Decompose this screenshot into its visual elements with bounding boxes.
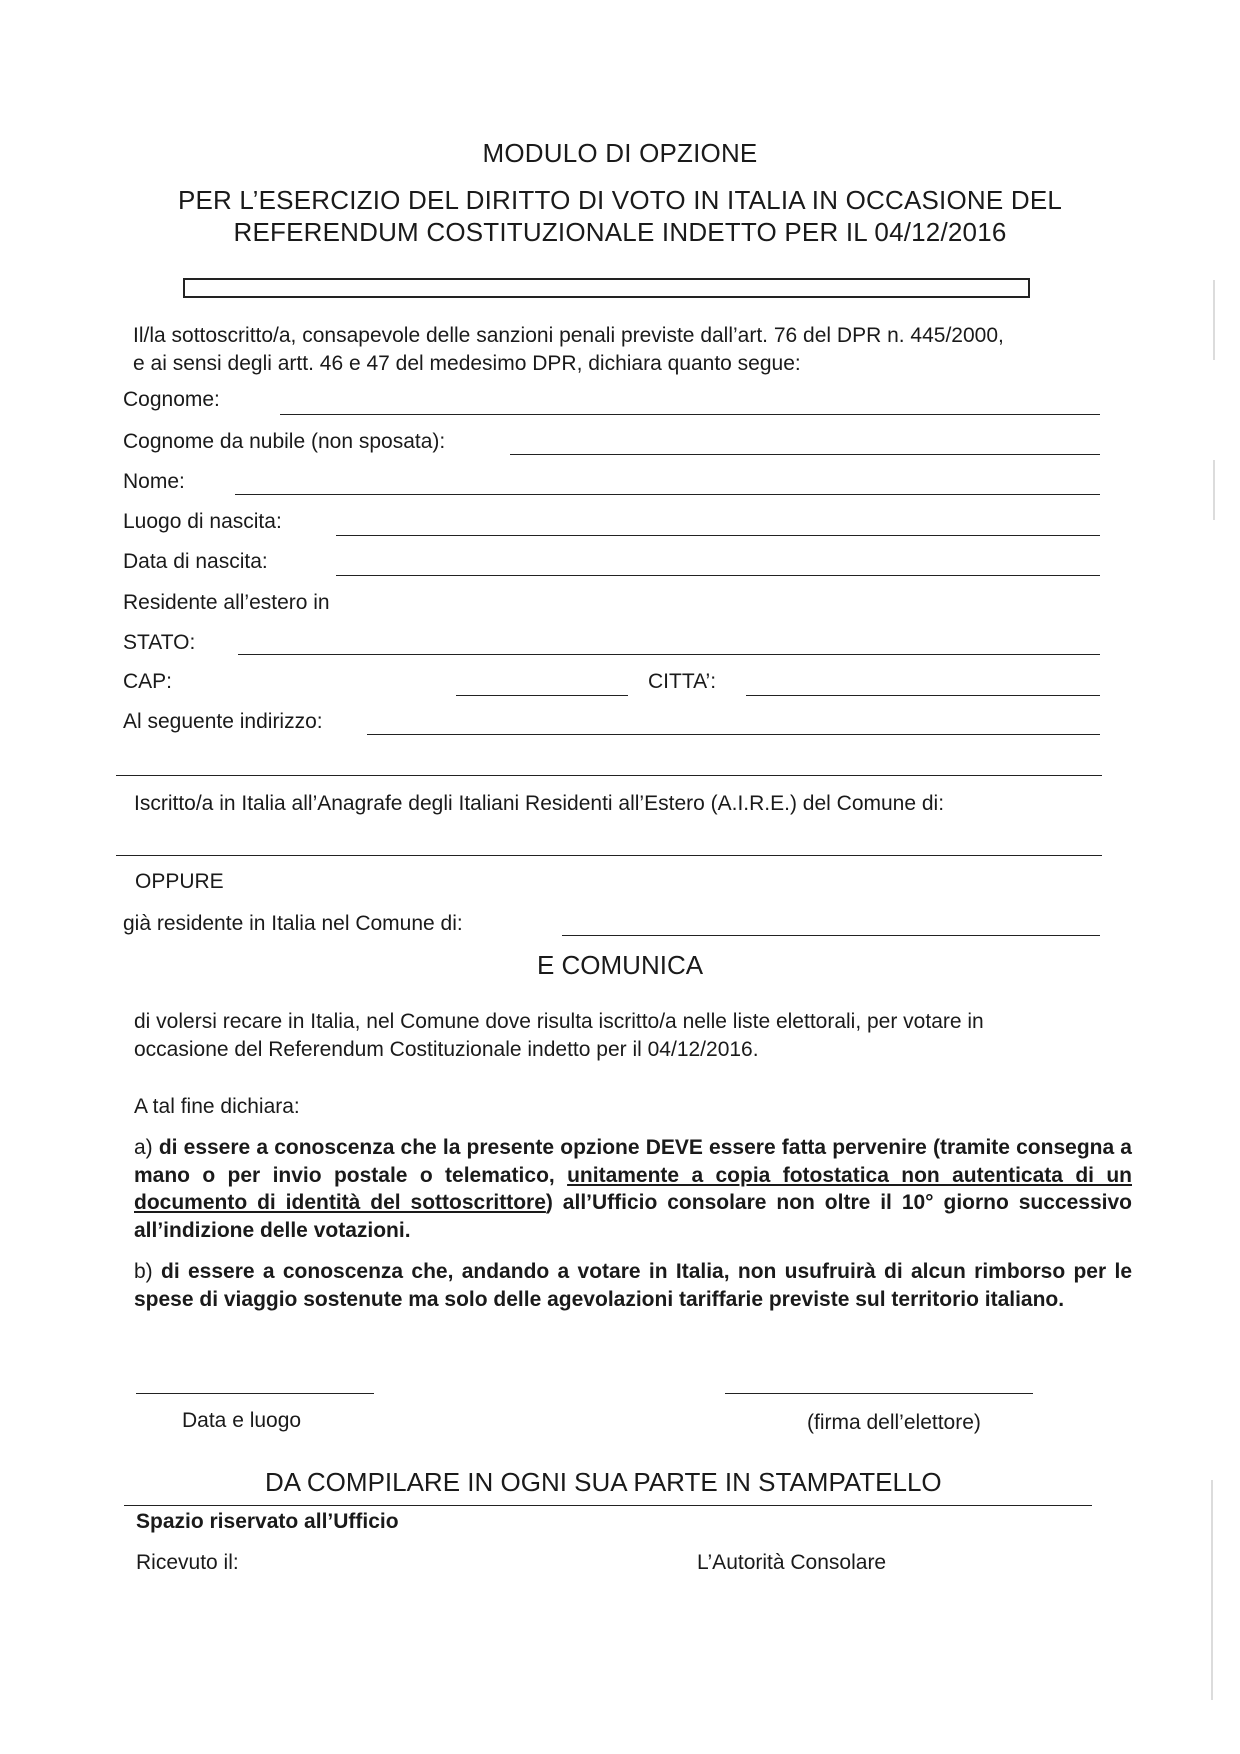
stato-label: STATO: <box>123 631 196 654</box>
consular-authority-label: L’Autorità Consolare <box>697 1551 887 1574</box>
comunica-heading: E COMUNICA <box>536 950 704 980</box>
declaration-b-prefix: b) <box>134 1260 161 1283</box>
received-label: Ricevuto il: <box>136 1551 239 1574</box>
scan-edge-line <box>1213 280 1215 360</box>
form-title: MODULO DI OPZIONE <box>482 138 758 168</box>
stampatello-notice: DA COMPILARE IN OGNI SUA PARTE IN STAMPATELLO <box>265 1467 942 1497</box>
signature-label: (firma dell’elettore) <box>807 1411 981 1434</box>
declaration-a-prefix: a) <box>134 1136 159 1159</box>
scan-edge-line <box>1213 460 1215 520</box>
data-nascita-field[interactable] <box>336 575 1100 576</box>
intro-line-2: e ai sensi degli artt. 46 e 47 del medesimo DPR, dichiara quanto segue: <box>133 352 801 375</box>
dichiara-intro: A tal fine dichiara: <box>134 1095 300 1118</box>
aire-text: Iscritto/a in Italia all’Anagrafe degli Italiani Residenti all’Estero (A.I.R.E.) del Comune di: <box>134 792 945 815</box>
cognome-nubile-label: Cognome da nubile (non sposata): <box>123 430 446 453</box>
intro-line-1: Il/la sottoscritto/a, consapevole delle sanzioni penali previste dall’art. 76 del DPR n. 445/2000, <box>133 324 1004 347</box>
nome-field[interactable] <box>235 494 1100 495</box>
date-place-label: Data e luogo <box>182 1409 302 1432</box>
citta-label: CITTA’: <box>648 670 717 693</box>
data-nascita-label: Data di nascita: <box>123 550 268 573</box>
residente-estero-label: Residente all’estero in <box>123 591 330 614</box>
form-subtitle-line-2: REFERENDUM COSTITUZIONALE INDETTO PER IL 04/12/2016 <box>233 217 1007 247</box>
comunica-line-2: occasione del Referendum Costituzionale indetto per il 04/12/2016. <box>134 1038 759 1061</box>
oppure-label: OPPURE <box>135 870 224 893</box>
citta-field[interactable] <box>746 695 1100 696</box>
signature-field[interactable] <box>725 1393 1033 1394</box>
gia-residente-field[interactable] <box>562 935 1100 936</box>
scan-edge-line <box>1211 1480 1213 1700</box>
indirizzo-field[interactable] <box>367 734 1100 735</box>
stato-field[interactable] <box>238 654 1100 655</box>
declaration-a-text-end: ) all’Ufficio consolare non oltre il 10° giorno successivo all’indizione delle votazioni. <box>134 1191 1132 1242</box>
cognome-label: Cognome: <box>123 388 220 411</box>
luogo-nascita-field[interactable] <box>336 535 1100 536</box>
nome-label: Nome: <box>123 470 185 493</box>
declaration-b-text: di essere a conoscenza che, andando a votare in Italia, non usufruirà di alcun rimborso per le spese di viaggio sostenute ma solo delle agevolazioni tariffarie previste sul territorio italiano. <box>134 1260 1132 1311</box>
gia-residente-label: già residente in Italia nel Comune di: <box>123 912 463 935</box>
form-subtitle-line-1: PER L’ESERCIZIO DEL DIRITTO DI VOTO IN ITALIA IN OCCASIONE DEL <box>177 185 1063 215</box>
declaration-a-underlined: unitamente a copia fotostatica non autenticata di un documento di identità del sottoscrittore <box>134 1163 1132 1214</box>
aire-comune-field[interactable] <box>116 855 1102 856</box>
cognome-field[interactable] <box>280 414 1100 415</box>
declaration-b <box>134 1258 1132 1313</box>
luogo-nascita-label: Luogo di nascita: <box>123 510 282 533</box>
declaration-a <box>134 1134 1132 1244</box>
office-space-label: Spazio riservato all’Ufficio <box>136 1510 399 1533</box>
section-divider <box>116 775 1102 776</box>
indirizzo-label: Al seguente indirizzo: <box>123 710 323 733</box>
cap-field[interactable] <box>456 695 628 696</box>
cognome-nubile-field[interactable] <box>510 454 1100 455</box>
comunica-line-1: di volersi recare in Italia, nel Comune dove risulta iscritto/a nelle liste elettorali, per votare in <box>134 1010 984 1033</box>
cap-label: CAP: <box>123 670 173 693</box>
header-empty-box <box>183 278 1030 298</box>
office-divider <box>124 1505 1092 1506</box>
declaration-a-text: di essere a conoscenza che la presente opzione DEVE essere fatta pervenire (tramite consegna a mano o per invio postale o telematico, <box>134 1136 1132 1187</box>
date-place-field[interactable] <box>136 1393 374 1394</box>
